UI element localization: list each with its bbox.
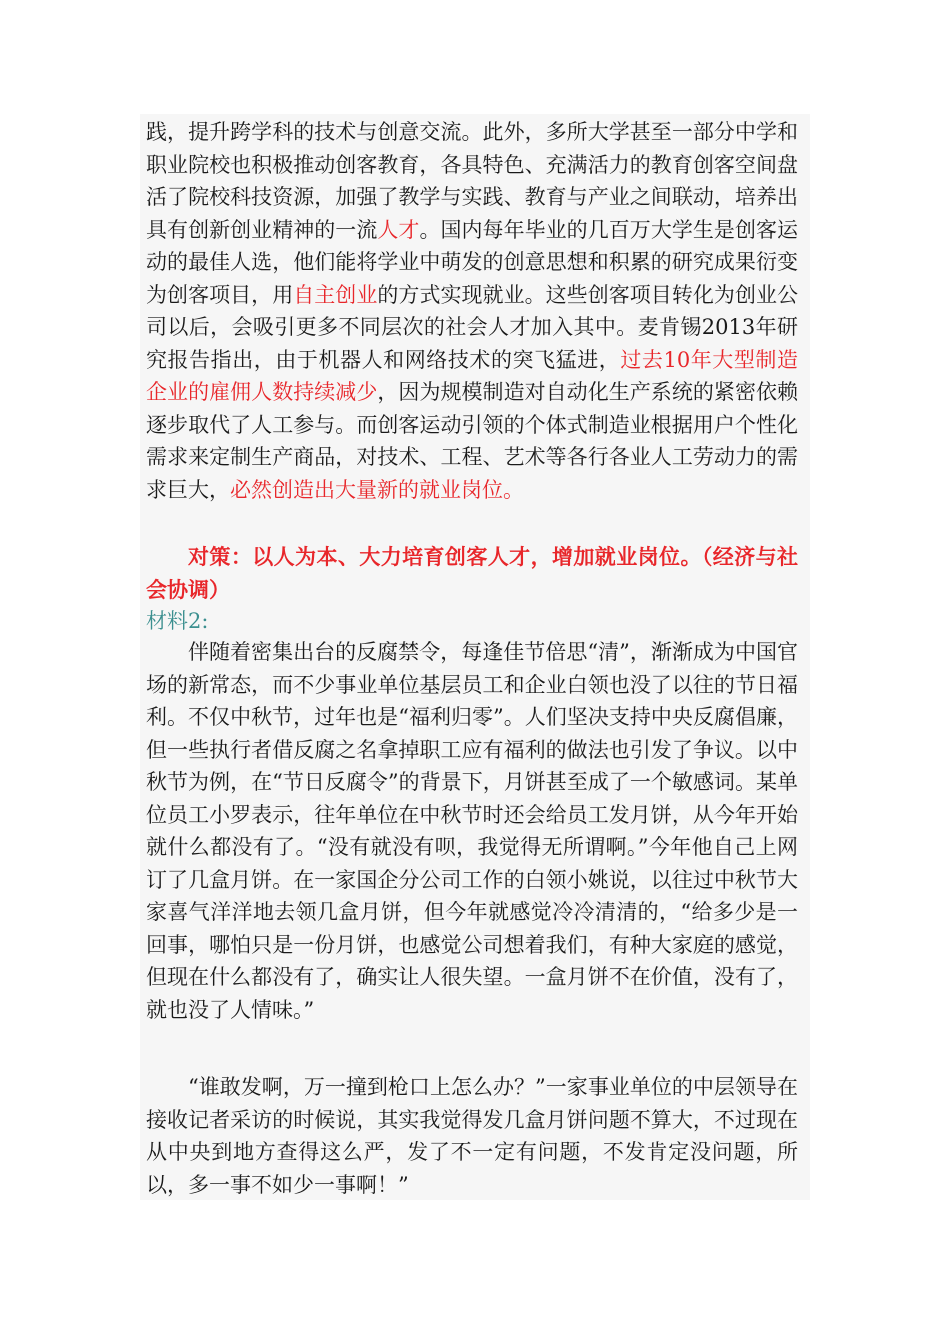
text-run: 。国内每年毕业的几百万大学生是创客运动的最佳人选，他们能将学业中萌发的创意思想和积累的研究成果衍变为创客项目，用 <box>146 217 799 307</box>
text-run: 的方式实现就业。这些创客项目转化为创业公司以后，会吸引更多不同层次的社会人才加入其中。麦肯锡2013年研究报告指出，由于机器人和网络技术的突飞猛进， <box>146 282 799 372</box>
text-run: 践，提升跨学科的技术与创意交流。此外，多所大学甚至一部分中学和职业院校也积极推动创客教育，各具特色、充满活力的教育创客空间盘活了院校科技资源，加强了教学与实践、教育与产业之间联动，培养出具有创新创业精神的一流 <box>146 120 798 242</box>
paragraph-material-2: 伴随着密集出台的反腐禁令，每逢佳节倍思“清”，渐渐成为中国官场的新常态，而不少事业单位基层员工和企业白领也没了以往的节日福利。不仅中秋节，过年也是“福利归零”。人们坚决支持中央反腐倡廉，但一些执行者借反腐之名拿掉职工应有福利的做法也引发了争议。以中秋节为例，在“节日反腐令”的背景下，月饼甚至成了一个敏感词。某单位员工小罗表示，往年单位在中秋节时还会给员工发月饼，从今年开始就什么都没有了。“没有就没有呗，我觉得无所谓啊。”今年他自己上网订了几盒月饼。在一家国企分公司工作的白领小姚说，以往过中秋节大家喜气洋洋地去领几盒月饼，但今年就感觉冷冷清清的，“给多少是一回事，哪怕只是一份月饼，也感觉公司想着我们，有种大家庭的感觉，但现在什么都没有了，确实让人很失望。一盒月饼不在价值，没有了，就也没了人情味。” <box>146 640 798 1022</box>
paragraph-maker-employment <box>146 116 798 548</box>
material-label: 材料2: <box>146 609 209 633</box>
highlight-employment-decline: 过去10年大型制造企业的雇佣人数持续减少 <box>146 347 798 404</box>
highlight-self-employment: 自主创业 <box>293 282 378 307</box>
highlight-talent: 人才 <box>377 217 420 242</box>
countermeasure: 对策：以人为本、大力培育创客人才，增加就业岗位。（经济与社会协调） <box>146 544 798 602</box>
highlight-new-jobs: 必然创造出大量新的就业岗位。 <box>230 477 524 502</box>
paragraph-official-quote: “谁敢发啊，万一撞到枪口上怎么办？”一家事业单位的中层领导在接收记者采访的时候说，其实我觉得发几盒月饼问题不算大，不过现在从中央到地方查得这么严，发了不一定有问题，不发肯定没问题，所以，多一事不如少一事啊！” <box>146 1075 798 1197</box>
text-run: ，因为规模制造对自动化生产系统的紧密依赖逐步取代了人工参与。而创客运动引领的个体式制造业根据用户个性化需求来定制生产商品，对技术、工程、艺术等各行各业人工劳动力的需求巨大， <box>146 380 799 502</box>
